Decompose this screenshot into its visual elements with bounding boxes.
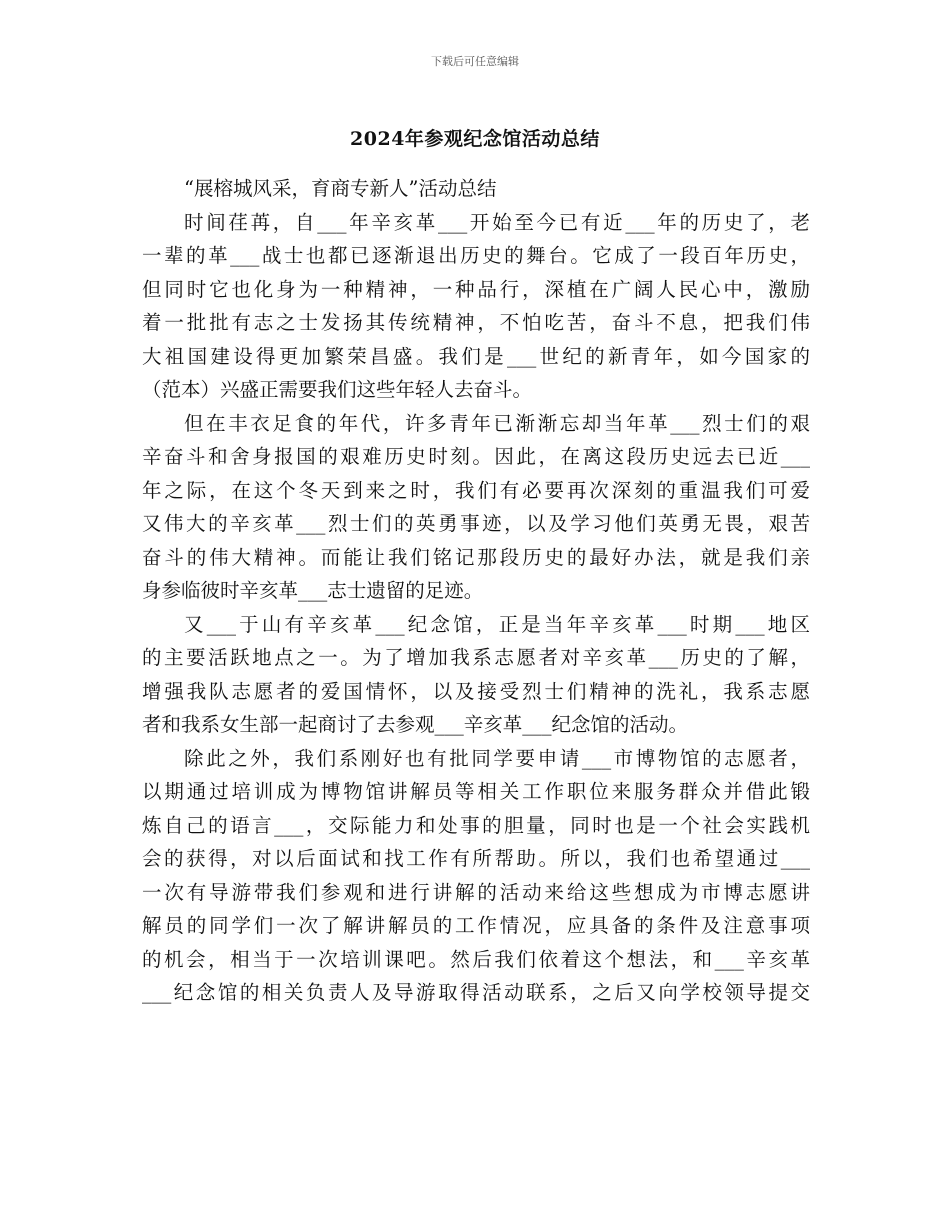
document-body xyxy=(142,172,810,1010)
text-line: 会的获得，对以后面试和找工作有所帮助。所以，我们也希望通过___ xyxy=(142,847,810,870)
text-line: 年之际，在这个冬天到来之时，我们有必要再次深刻的重温我们可爱 xyxy=(142,478,810,502)
text-line: 一辈的革___战士也都已逐渐退出历史的舞台。它成了一段百年历史， xyxy=(142,244,810,267)
text-line: 但同时它也化身为一种精神，一种品行，深植在广阔人民心中，激励 xyxy=(142,277,810,301)
text-line: 又伟大的辛亥革___烈士们的英勇事迹，以及学习他们英勇无畏，艰苦 xyxy=(142,512,810,535)
document-title: 2024年参观纪念馆活动总结 xyxy=(350,128,600,150)
text-line: 着一批批有志之士发扬其传统精神，不怕吃苦，奋斗不息，把我们伟 xyxy=(142,311,810,334)
text-line: 一次有导游带我们参观和进行讲解的活动来给这些想成为市博志愿讲 xyxy=(142,880,810,904)
text-line: 大祖国建设得更加繁荣昌盛。我们是___世纪的新青年，如今国家的 xyxy=(142,344,810,368)
text-line: 又___于山有辛亥革___纪念馆，正是当年辛亥革___时期___地区 xyxy=(184,612,810,636)
text-line: （范本）兴盛正需要我们这些年轻人去奋斗。 xyxy=(142,378,533,401)
text-line: 增强我队志愿者的爱国情怀，以及接受烈士们精神的洗礼，我系志愿 xyxy=(142,679,810,703)
text-line: “展榕城风采，育商专新人”活动总结 xyxy=(184,177,497,200)
text-line: 炼自己的语言___，交际能力和处事的胆量，同时也是一个社会实践机 xyxy=(142,813,810,837)
text-line: 以期通过培训成为博物馆讲解员等相关工作职位来服务群众并借此锻 xyxy=(142,780,810,803)
text-line: 的机会，相当于一次培训课吧。然后我们依着这个想法，和___辛亥革 xyxy=(142,947,810,971)
text-line: 奋斗的伟大精神。而能让我们铭记那段历史的最好办法，就是我们亲 xyxy=(142,545,810,569)
text-line: 时间荏苒，自___年辛亥革___开始至今已有近___年的历史了，老 xyxy=(184,210,810,234)
text-line: 身参临彼时辛亥革___志士遗留的足迹。 xyxy=(142,579,484,602)
text-line: ___纪念馆的相关负责人及导游取得活动联系，之后又向学校领导提交 xyxy=(142,981,810,1004)
text-line: 的主要活跃地点之一。为了增加我系志愿者对辛亥革___历史的了解， xyxy=(142,646,810,669)
page-header-note: 下载后可任意编辑 xyxy=(431,55,519,68)
text-line: 但在丰衣足食的年代，许多青年已渐渐忘却当年革___烈士们的艰 xyxy=(184,411,810,435)
text-line: 除此之外，我们系刚好也有批同学要申请___市博物馆的志愿者， xyxy=(184,746,810,770)
text-line: 辛奋斗和舍身报国的艰难历史时刻。因此，在离这段历史远去已近___ xyxy=(142,445,810,468)
text-line: 解员的同学们一次了解讲解员的工作情况，应具备的条件及注意事项 xyxy=(142,914,810,937)
text-line: 者和我系女生部一起商讨了去参观___辛亥革___纪念馆的活动。 xyxy=(142,713,689,736)
